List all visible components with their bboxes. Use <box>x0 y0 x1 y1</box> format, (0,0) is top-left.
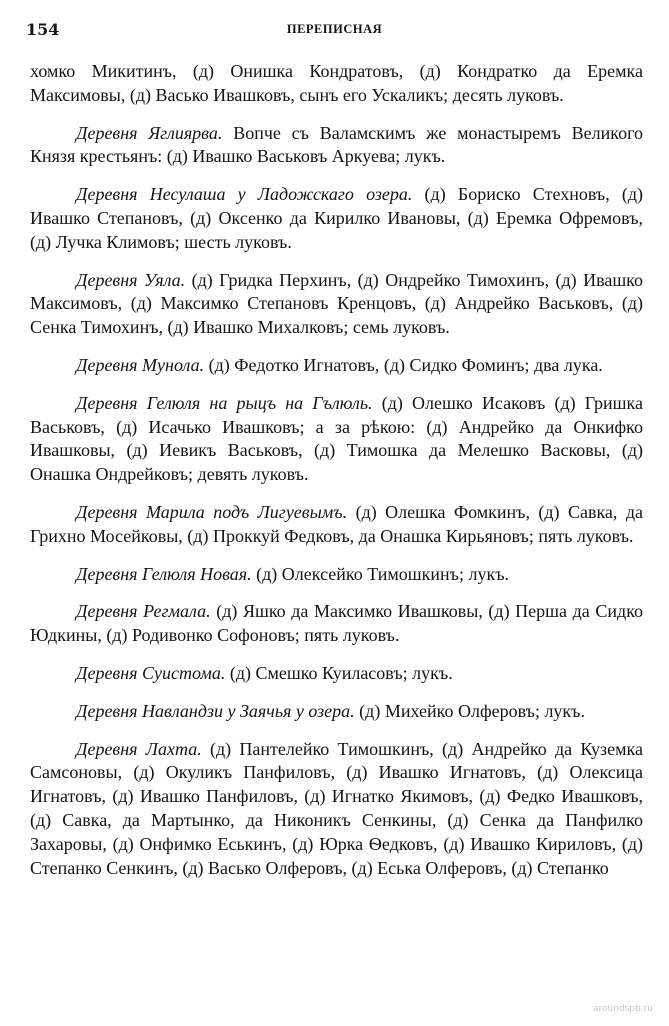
entry-text: (д) Михейко Олферовъ; лукъ. <box>359 700 585 721</box>
village-name: Деревня Лахта. <box>76 738 202 759</box>
entry-village <box>30 600 643 648</box>
village-name: Деревня Уяла. <box>76 269 186 290</box>
page-number: 154 <box>26 20 60 39</box>
entry-village <box>30 122 643 170</box>
village-name: Деревня Гелюля Новая. <box>76 563 252 584</box>
village-name: Деревня Суистома. <box>76 662 226 683</box>
village-name: Деревня Мунола. <box>76 354 205 375</box>
census-text <box>30 60 643 894</box>
entry-village <box>30 269 643 340</box>
entry-village <box>30 738 643 881</box>
entry-continuation <box>30 60 643 108</box>
village-name: Деревня Марила подъ Лигуевымъ. <box>76 501 348 522</box>
watermark: aroundspb.ru <box>592 1004 653 1014</box>
entry-text: (д) Олешка Фомкинъ, (д) Савка, да Грихно Мосейковы, (д) Проккуй Федковъ, да Онашка Кирьяновъ; пять луковъ. <box>30 501 643 546</box>
entry-text: (д) Олексейко Тимошкинъ; лукъ. <box>256 563 510 584</box>
running-title: ПЕРЕПИСНАЯ <box>286 22 383 36</box>
entry-text: (д) Бориско Стехновъ, (д) Ивашко Степановъ, (д) Оксенко да Кирилко Ивановы, (д) Еремка Офремовъ, (д) Лучка Климовъ; шесть луковъ. <box>30 184 643 252</box>
entry-village <box>30 700 643 724</box>
entry-text: хомко Микитинъ, (д) Онишка Кондратовъ, (д) Кондратко да Еремка Максимовы, (д) Васько Ивашковъ, сынъ его Ускаликъ; десять луковъ. <box>30 61 643 105</box>
entry-text: (д) Олешко Исаковъ (д) Гришка Васьковъ, (д) Исачько Ивашковъ; а за рѣкою: (д) Андрейко да Онкифко Ивашковы, (д) Иевикъ Васьковъ, (д) Тимошка да Мелешко Васковы, (д) Онашка Ондрейковъ; девять луковъ. <box>30 392 643 485</box>
entry-text: (д) Яшко да Максимко Ивашковы, (д) Перша да Сидко Юдкины, (д) Родивонко Софоновъ; пять луковъ. <box>30 601 644 646</box>
entry-village <box>30 563 643 587</box>
village-name: Деревня Гелюля на рыцъ на Гълюль. <box>76 392 373 413</box>
village-name: Деревня Несулаша у Ладожскаго озера. <box>76 184 413 205</box>
village-name: Деревня Навландзи у Заячья у озера. <box>76 700 355 721</box>
entry-village <box>30 392 643 487</box>
entry-village <box>30 354 643 378</box>
entry-text: Вопче съ Валамскимъ же монастыремъ Великого Князя крестьянъ: (д) Ивашко Васьковъ Аркуева; лукъ. <box>30 122 644 167</box>
entry-text: (д) Смешко Куиласовъ; лукъ. <box>229 662 453 683</box>
village-name: Деревня Регмала. <box>76 601 211 622</box>
entry-text: (д) Гридка Перхинъ, (д) Ондрейко Тимохинъ, (д) Ивашко Максимовъ, (д) Максимко Степановъ Кренцовъ, (д) Андрейко Васьковъ, (д) Сенка Тимохинъ, (д) Ивашко Михалковъ; семь луковъ. <box>30 269 644 338</box>
entry-village <box>30 662 643 686</box>
village-name: Деревня Яглиярва. <box>76 122 223 143</box>
entry-text: (д) Пантелейко Тимошкинъ, (д) Андрейко да Куземка Самсоновы, (д) Окуликъ Панфиловъ, (д) Ивашко Игнатовъ, (д) Олексица Игнатовъ, (д) Ивашко Панфиловъ, (д) Игнатко Якимовъ, (д) Федко Ивашковъ, (д) Савка, да Мартынко, да Никоникъ Сенкины, (д) Сенка да Панфилко Захаровы, (д) Онфимко Еськинъ, (д) Юрка Ѳедковъ, (д) Ивашко Кириловъ, (д) Степанко Сенкинъ, (д) Васько Олферовъ, (д) Еська Олферовъ, (д) Степанко <box>30 738 643 878</box>
page-header <box>26 20 643 46</box>
entry-text: (д) Федотко Игнатовъ, (д) Сидко Фоминъ; два лука. <box>208 354 603 375</box>
entry-village <box>30 183 643 254</box>
entry-village <box>30 501 643 549</box>
